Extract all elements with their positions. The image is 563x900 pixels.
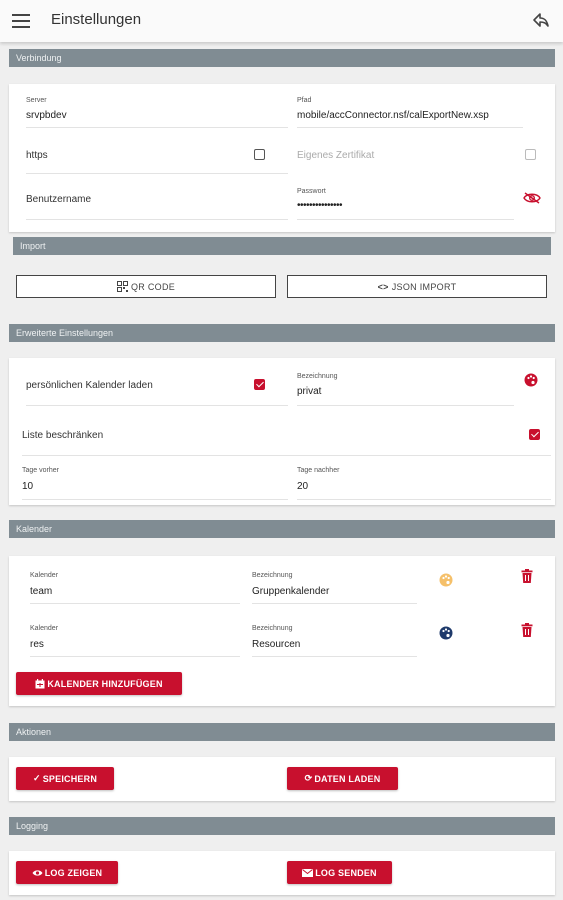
kalender-card <box>9 556 555 706</box>
save-label: SPEICHERN <box>42 773 98 784</box>
pfad-label: Pfad <box>297 97 312 104</box>
server-label: Server <box>26 97 47 104</box>
kalender-bezeichnung-input[interactable]: Resourcen <box>252 639 301 650</box>
palette-icon[interactable] <box>439 626 453 640</box>
delete-icon[interactable] <box>521 569 533 583</box>
add-calendar-label: KALENDER HINZUFÜGEN <box>47 678 163 689</box>
load-data-button[interactable] <box>287 767 398 790</box>
page-title: Einstellungen <box>51 11 142 28</box>
palette-icon[interactable] <box>439 573 453 587</box>
liste-row[interactable] <box>22 416 551 456</box>
zertifikat-label: Eigenes Zertifikat <box>297 150 375 161</box>
check-icon: ✓ <box>32 773 41 783</box>
kalender-bezeichnung-label: Bezeichnung <box>252 572 293 579</box>
kalender-field[interactable] <box>30 619 240 657</box>
qr-code-icon <box>117 281 128 292</box>
tage-nachher-label: Tage nachher <box>297 467 340 474</box>
json-import-button[interactable] <box>287 275 547 298</box>
show-log-label: LOG ZEIGEN <box>44 867 103 878</box>
pfad-input[interactable]: mobile/accConnector.nsf/calExportNew.xsp <box>297 110 489 121</box>
qr-code-button[interactable] <box>16 275 276 298</box>
calendar-add-icon <box>35 679 45 689</box>
mail-icon <box>302 869 313 877</box>
verbindung-card <box>9 84 555 232</box>
send-log-label: LOG SENDEN <box>315 867 377 878</box>
kalender-input[interactable]: team <box>30 586 53 597</box>
server-field[interactable] <box>26 92 288 128</box>
save-button[interactable] <box>16 767 114 790</box>
passwort-input[interactable]: ••••••••••••••• <box>297 200 343 211</box>
erweitert-card <box>9 358 555 505</box>
visibility-off-icon[interactable] <box>523 192 541 204</box>
bezeichnung-field[interactable] <box>297 366 514 406</box>
liste-checkbox[interactable] <box>529 429 540 440</box>
kalender-input[interactable]: res <box>30 639 44 650</box>
tage-vorher-field[interactable] <box>22 462 288 500</box>
zertifikat-row[interactable] <box>297 138 551 174</box>
eye-icon <box>32 869 43 877</box>
passwort-label: Passwort <box>297 188 326 195</box>
zertifikat-checkbox[interactable] <box>525 149 536 160</box>
https-label: https <box>26 150 48 161</box>
section-header-erweitert: Erweiterte Einstellungen <box>9 324 555 342</box>
liste-label: Liste beschränken <box>22 430 104 441</box>
tage-nachher-input[interactable]: 20 <box>297 481 309 492</box>
delete-icon[interactable] <box>521 623 533 637</box>
tage-vorher-input[interactable]: 10 <box>22 481 34 492</box>
kalender-bezeichnung-field[interactable] <box>252 619 417 657</box>
https-row[interactable] <box>26 138 288 174</box>
load-data-label: DATEN LADEN <box>314 773 381 784</box>
send-log-button[interactable] <box>287 861 392 884</box>
kalender-bezeichnung-label: Bezeichnung <box>252 625 293 632</box>
tage-nachher-field[interactable] <box>297 462 551 500</box>
qr-code-label: QR CODE <box>130 281 176 292</box>
app-bar <box>0 0 563 42</box>
https-checkbox[interactable] <box>254 149 265 160</box>
menu-icon[interactable] <box>12 10 30 30</box>
refresh-icon: ⟳ <box>304 773 313 783</box>
persoenlich-label: persönlichen Kalender laden <box>26 380 153 391</box>
section-header-import: Import <box>13 237 551 255</box>
code-icon: <> <box>377 281 389 292</box>
benutzername-placeholder: Benutzername <box>26 194 92 205</box>
add-calendar-button[interactable] <box>16 672 182 695</box>
kalender-field[interactable] <box>30 566 240 604</box>
pfad-field[interactable] <box>297 92 523 128</box>
benutzername-field[interactable] <box>26 180 288 220</box>
kalender-bezeichnung-input[interactable]: Gruppenkalender <box>252 586 330 597</box>
palette-icon[interactable] <box>524 373 538 387</box>
bezeichnung-label: Bezeichnung <box>297 373 338 380</box>
section-header-aktionen: Aktionen <box>9 723 555 741</box>
kalender-label: Kalender <box>30 625 59 632</box>
aktionen-card <box>9 757 555 801</box>
persoenlich-row[interactable] <box>26 366 288 406</box>
section-header-kalender: Kalender <box>9 520 555 538</box>
bezeichnung-input[interactable]: privat <box>297 386 322 397</box>
section-header-verbindung: Verbindung <box>9 49 555 67</box>
kalender-label: Kalender <box>30 572 59 579</box>
section-header-logging: Logging <box>9 817 555 835</box>
show-log-button[interactable] <box>16 861 118 884</box>
undo-arrow-icon[interactable] <box>531 10 551 30</box>
server-input[interactable]: srvpbdev <box>26 110 67 121</box>
tage-vorher-label: Tage vorher <box>22 467 59 474</box>
logging-card <box>9 851 555 895</box>
passwort-field[interactable] <box>297 180 514 220</box>
persoenlich-checkbox[interactable] <box>254 379 265 390</box>
json-import-label: JSON IMPORT <box>391 281 457 292</box>
kalender-bezeichnung-field[interactable] <box>252 566 417 604</box>
